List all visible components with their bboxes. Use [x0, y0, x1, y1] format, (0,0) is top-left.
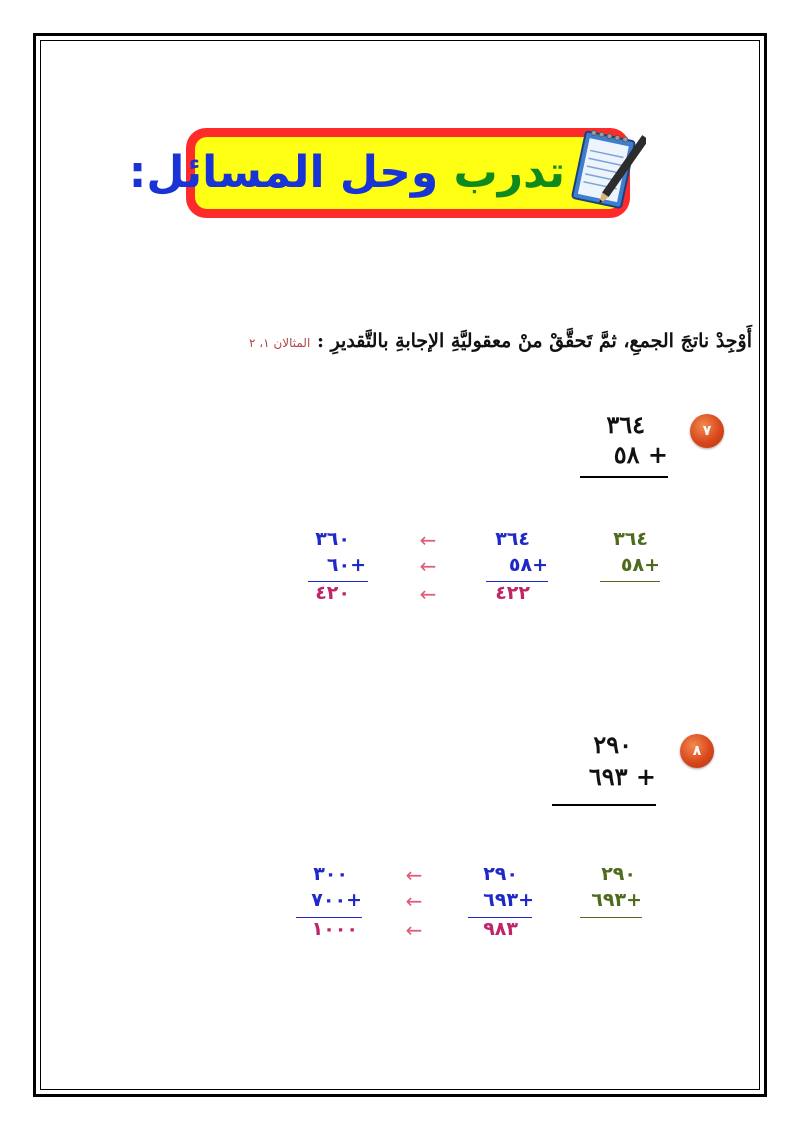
example-reference: المثالان ١، ٢: [249, 336, 311, 350]
problem-sum-line: [580, 476, 668, 478]
title-part-green: تدرب: [453, 147, 565, 198]
arrow-left-icon: ←: [405, 863, 423, 887]
given-sum-line: [580, 917, 642, 918]
problem-bottom-number: ٥٨ +: [613, 440, 668, 469]
given-top: ٣٦٤: [613, 528, 648, 550]
exact-top: ٢٩٠: [483, 863, 518, 885]
arrow-left-icon: ←: [419, 528, 437, 552]
given-bottom: ٥٨+: [620, 554, 660, 576]
given-top: ٢٩٠: [601, 863, 636, 885]
estimate-bottom: ٦٠+: [326, 554, 366, 576]
arrow-left-icon: ←: [405, 889, 423, 913]
given-bottom: ٦٩٣+: [591, 889, 642, 911]
problem-sum-line: [552, 804, 656, 806]
title-part-blue: وحل المسائل:: [128, 147, 439, 198]
estimate-top: ٣٦٠: [315, 528, 350, 550]
estimate-top: ٣٠٠: [313, 863, 348, 885]
problem-top-number: ٢٩٠: [593, 730, 632, 759]
estimate-bottom: ٧٠٠+: [311, 889, 362, 911]
estimate-result: ١٠٠٠: [311, 918, 358, 940]
exercise-number-badge: ٨: [680, 734, 714, 768]
exact-result: ٤٢٢: [495, 582, 530, 604]
instruction-text: [160, 330, 752, 366]
estimate-result: ٤٢٠: [315, 582, 350, 604]
instruction-main: أَوْجِدْ ناتجَ الجمعِ، ثمَّ تَحقَّقْ منْ معقوليَّةِ الإجابةِ بالتَّقديرِ :: [316, 330, 752, 352]
given-sum-line: [600, 581, 660, 582]
exact-result: ٩٨٣: [483, 918, 518, 940]
notepad-pencil-icon: [564, 126, 646, 218]
exact-bottom: ٥٨+: [508, 554, 548, 576]
exercise-number-badge: ٧: [690, 414, 724, 448]
arrow-left-icon: ←: [419, 582, 437, 606]
problem-top-number: ٣٦٤: [606, 410, 645, 439]
problem-bottom-number: ٦٩٣ +: [588, 762, 656, 791]
arrow-left-icon: ←: [405, 918, 423, 942]
arrow-left-icon: ←: [419, 554, 437, 578]
exact-bottom: ٦٩٣+: [483, 889, 534, 911]
page-title: [128, 137, 565, 209]
exact-top: ٣٦٤: [495, 528, 530, 550]
